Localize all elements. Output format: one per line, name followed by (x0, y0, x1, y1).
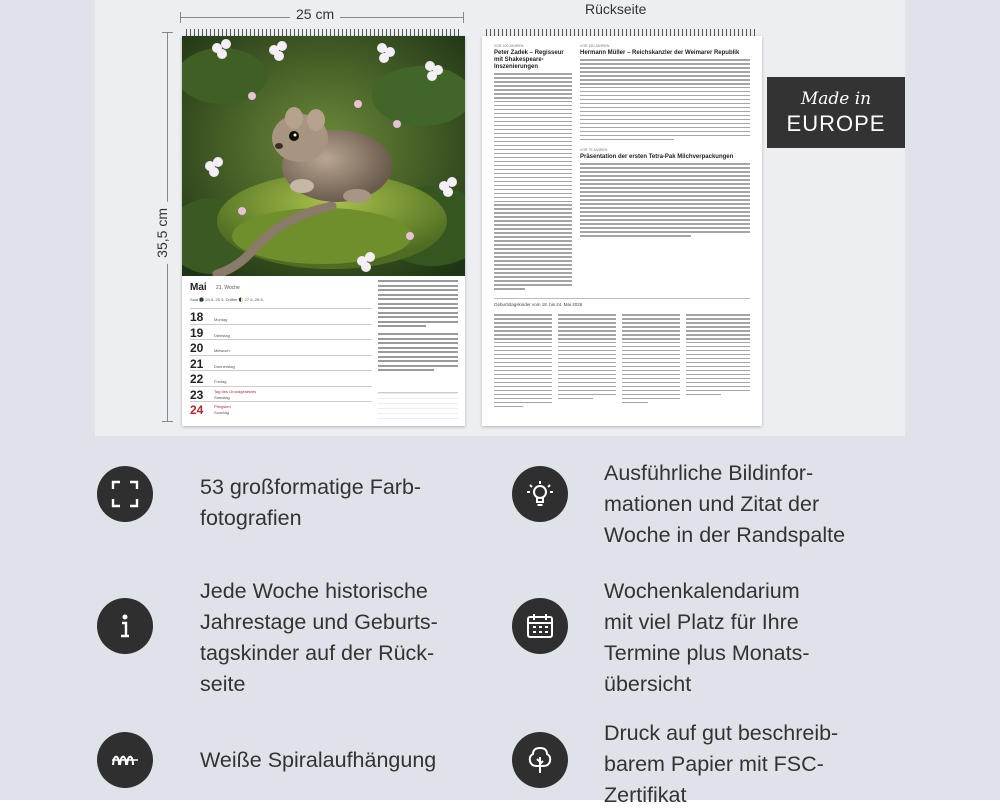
lightbulb-icon (512, 466, 568, 522)
height-dimension-tick-bottom (162, 421, 173, 422)
info-icon (97, 598, 153, 654)
day-row (190, 401, 372, 417)
day-holiday: Tag des Grundgesetzes (214, 388, 257, 394)
day-weekday: Dienstag (214, 332, 230, 338)
calendar-icon-graphic (525, 611, 555, 641)
height-dimension (154, 32, 174, 422)
tree-icon-graphic (525, 745, 555, 775)
side-column-text (378, 280, 458, 374)
day-weekday: Mittwoch (214, 348, 230, 353)
week-label: 21. Woche (216, 285, 240, 291)
calendar-icon (512, 598, 568, 654)
birthday-list (686, 314, 750, 398)
calendar-front-page (182, 36, 465, 426)
anniversary-title: Präsentation der ersten Tetra-Pak Milchverpackungen (580, 154, 734, 161)
birthday-separator (494, 298, 750, 299)
feature-calendar-text: Wochenkalendarium mit viel Platz für Ihre Termine plus Monats- übersicht (604, 579, 810, 696)
made-in-europe-badge (767, 77, 905, 148)
made-in-label: Made in (800, 89, 872, 109)
day-weekday: Montag (214, 317, 228, 322)
day-number: 19 (190, 325, 204, 340)
info-icon-graphic (110, 611, 140, 641)
day-number: 21 (190, 356, 204, 371)
day-number: 18 (190, 310, 204, 324)
lightbulb-icon-graphic (525, 479, 555, 509)
birthdays-title: Geburtstagskinder vom 18. bis 24. Mai 2026 (494, 302, 583, 307)
day-weekday: Freitag (214, 379, 227, 384)
feature-photos-text: 53 großformatige Farb- fotografien (200, 475, 422, 530)
week-days (190, 308, 372, 417)
anniversary-label: VOR 150 JAHREN (580, 44, 610, 48)
width-dimension (180, 6, 464, 24)
birthday-list (558, 314, 616, 402)
expand-frame-icon (97, 466, 153, 522)
birthdays-section (494, 302, 750, 309)
height-label: 35,5 cm (154, 202, 170, 264)
birthday-list (622, 314, 680, 406)
feature-history-text: Jede Woche historische Jahrestage und Geburts- tagskinder auf der Rück- seite (200, 579, 438, 696)
width-label: 25 cm (290, 6, 340, 22)
spiral-icon (97, 732, 153, 788)
mini-month-calendar (378, 392, 458, 423)
day-weekday: Samstag (214, 394, 230, 400)
anniversary-title: Peter Zadek – Regisseur mit Shakespeare-Inszenierungen (494, 50, 564, 70)
day-number: 24 (190, 403, 204, 417)
moon-phase-info: Saat 🌑 20.5.-20.5. Drittler 🌓 27.5.-28.5. (190, 297, 264, 302)
history-column-2 (580, 44, 750, 239)
day-number: 22 (190, 372, 204, 386)
day-weekday: Sonntag (214, 410, 229, 415)
day-row (190, 339, 372, 355)
month-label: Mai (190, 282, 207, 293)
height-dimension-tick-top (162, 32, 173, 33)
region-label: EUROPE (786, 111, 886, 136)
day-row (190, 308, 372, 324)
day-row (190, 324, 372, 340)
width-dimension-tick-right (463, 12, 464, 23)
anniversary-label: VOR 75 JAHREN (580, 148, 608, 153)
feature-spiral-text: Weiße Spiralaufhängung (200, 748, 437, 772)
anniversary-label: VOR 100 JAHREN (494, 44, 524, 48)
day-row (190, 355, 372, 371)
history-column-1 (494, 44, 572, 292)
day-number: 20 (190, 341, 204, 355)
birthday-list (494, 314, 552, 410)
dormouse-photo-image (182, 36, 465, 276)
expand-frame-icon-graphic (110, 479, 140, 509)
tree-icon (512, 732, 568, 788)
feature-paper-text: Druck auf gut beschreib- barem Papier mit FSC- Zertifikat (604, 721, 839, 807)
day-row (190, 386, 372, 402)
feature-info-text: Ausführliche Bildinfor- mationen und Zitat der Woche in der Randspalte (604, 461, 846, 547)
width-dimension-tick-left (180, 12, 181, 23)
back-side-label: Rückseite (585, 1, 647, 17)
day-number: 23 (190, 387, 204, 402)
anniversary-title: Hermann Müller – Reichskanzler der Weimarer Republik (580, 50, 740, 56)
day-row (190, 370, 372, 386)
dormouse-photo (182, 36, 465, 276)
spiral-icon-graphic (110, 745, 140, 775)
day-holiday: Pfingsten (214, 404, 231, 409)
calendar-back-page (482, 36, 762, 426)
day-weekday: Donnerstag (214, 363, 235, 369)
